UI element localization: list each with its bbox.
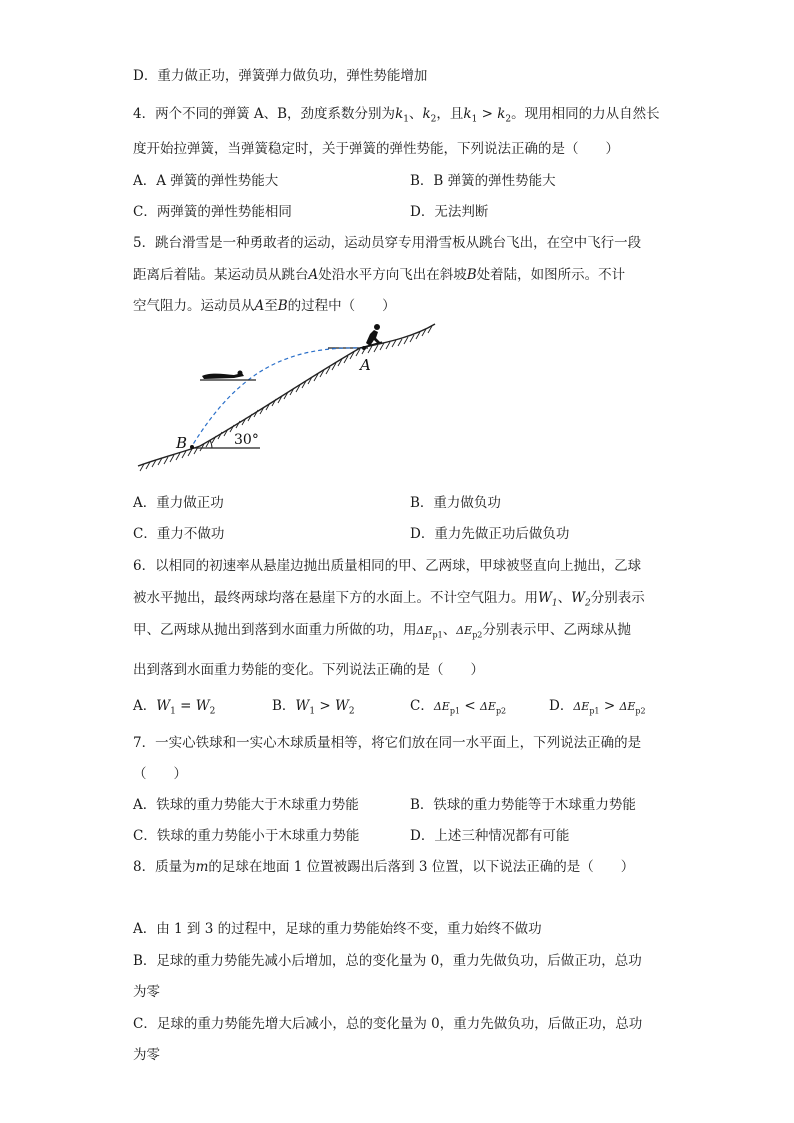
trajectory-dashed — [192, 348, 364, 446]
q4-k1: k — [395, 106, 404, 122]
q5-point-a: A — [308, 267, 319, 283]
q5-stem-line3 — [133, 297, 396, 315]
q6-option-d — [549, 697, 646, 721]
q7-stem-line1: 7．一实心铁球和一实心木球质量相等，将它们放在同一水平面上，下列说法正确的是 — [133, 735, 642, 751]
q6-option-a-label: A． — [133, 698, 157, 714]
q6-w2-sub: 2 — [585, 598, 591, 609]
q6-line2-text: 被水平抛出，最终两球均落在悬崖下方的水面上。不计空气阻力。用 — [133, 590, 538, 606]
q6-w2: W — [571, 590, 586, 606]
label-angle: 30° — [234, 432, 259, 448]
q3-option-d: D．重力做正功，弹簧弹力做负功，弹性势能增加 — [133, 68, 428, 84]
q6-option-a — [133, 697, 215, 721]
q6-b-w1: W — [295, 698, 310, 714]
q6-delta-ep1: ΔE — [416, 624, 433, 637]
q4-k2-compare: k — [497, 106, 506, 122]
q6-d-ep2: ΔE — [619, 700, 636, 713]
q6-stem-line1: 6．以相同的初速率从悬崖边抛出质量相同的甲、乙两球，甲球被竖直向上抛出，乙球 — [133, 558, 642, 574]
q7-stem-line2: （ ） — [133, 766, 187, 782]
q4-option-c: C．两弹簧的弹性势能相同 — [133, 204, 292, 220]
q5-line3-pre: 空气阻力。运动员从 — [133, 298, 255, 314]
q6-b-gt: > — [315, 698, 335, 714]
q6-a-w2: W — [195, 698, 210, 714]
q6-d-gt: > — [599, 698, 620, 714]
q6-a-w1-sub: 1 — [170, 706, 176, 717]
q4-stem-line2: 度开始拉弹簧，当弹簧稳定时，关于弹簧的弹性势能，下列说法正确的是（ ） — [133, 141, 619, 157]
q4-k2-compare-sub: 2 — [505, 114, 512, 125]
q6-b-w2-sub: 2 — [348, 706, 355, 717]
q5-option-a: A．重力做正功 — [133, 495, 224, 511]
q6-option-b-label: B． — [272, 698, 296, 714]
q6-c-ep2-sub: p2 — [495, 706, 507, 716]
q5-line3-point-b: B — [277, 298, 288, 314]
q8-stem-post: 的足球在地面 1 位置被踢出后落到 3 位置，以下说法正确的是（ ） — [208, 859, 635, 875]
q8-stem — [133, 858, 634, 876]
q6-delta-ep1-sub: p1 — [432, 630, 443, 640]
q5-point-b: B — [466, 267, 477, 283]
q8-option-b-line1: B．足球的重力势能先减小后增加，总的变化量为 0，重力先做负功，后做正功，总功 — [133, 953, 642, 969]
q5-line3-point-a: A — [254, 298, 265, 314]
label-a: A — [360, 356, 371, 374]
point-a-marker — [362, 346, 366, 350]
q6-c-ep1-sub: p1 — [449, 706, 461, 716]
q4-k1-compare-sub: 1 — [471, 114, 478, 125]
angle-arc — [210, 440, 212, 448]
q5-line2-post: 处着陆，如图所示。不计 — [476, 267, 626, 283]
q8-option-c-line1: C．足球的重力势能先增大后减小，总的变化量为 0，重力先做负功，后做正功，总功 — [133, 1016, 643, 1032]
q4-stem-line1 — [133, 105, 660, 129]
q4-option-a: A．A 弹簧的弹性势能大 — [133, 173, 279, 189]
q5-option-d: D．重力先做正功后做负功 — [410, 526, 570, 542]
q6-w1: W — [538, 590, 552, 606]
q6-b-w2: W — [334, 698, 349, 714]
q4-k2: k — [422, 106, 431, 122]
q4-k2-sub: 2 — [430, 114, 437, 125]
q4-and: ，且 — [436, 106, 464, 122]
q4-stem-text: 4．两个不同的弹簧 A、B，劲度系数分别为 — [133, 106, 396, 122]
q7-option-d: D．上述三种情况都有可能 — [410, 828, 570, 844]
point-b-marker — [190, 445, 194, 449]
q6-a-w2-sub: 2 — [209, 706, 216, 717]
q6-d-ep1-sub: p1 — [589, 706, 600, 716]
q8-option-a: A．由 1 到 3 的过程中，足球的重力势能始终不变，重力始终不做功 — [133, 921, 542, 937]
q6-delta-ep2-sub: p2 — [472, 630, 483, 640]
q6-c-lt: < — [460, 698, 480, 714]
q4-option-d: D．无法判断 — [410, 204, 489, 220]
q7-option-c: C．铁球的重力势能小于木球重力势能 — [133, 828, 360, 844]
ski-jump-figure — [130, 318, 450, 478]
q6-option-d-label: D． — [549, 698, 574, 714]
q6-d-ep2-sub: p2 — [635, 706, 646, 716]
q4-k1-compare: k — [463, 106, 472, 122]
q4-greater-than: > — [477, 106, 498, 122]
q6-c-ep1: ΔE — [433, 700, 450, 713]
q5-line2-mid: 处沿水平方向飞出在斜坡 — [318, 267, 467, 283]
q6-delta-ep2: ΔE — [456, 624, 473, 637]
q5-stem-line2 — [133, 266, 625, 284]
q6-a-eq: = — [175, 698, 196, 714]
q8-stem-pre: 8．质量为 — [133, 859, 196, 875]
label-b: B — [176, 434, 188, 452]
q6-c-ep2: ΔE — [479, 700, 496, 713]
q6-a-w1: W — [156, 698, 171, 714]
q6-stem-line3: 甲、乙两球从抛出到落到水面重力所做的功，用$\Delta E_{p1}$、$\Delta E_{p2}$分别表示甲、乙两球从抛 — [133, 622, 631, 640]
q6-line3-post: 分别表示甲、乙两球从抛 — [482, 622, 631, 638]
q5-option-b: B．重力做负功 — [410, 495, 501, 511]
flying-skier-icon — [200, 371, 256, 381]
q5-line3-mid: 至 — [264, 298, 278, 314]
q5-line3-post: 的过程中（ ） — [287, 298, 396, 314]
q5-line2-pre: 距离后着陆。某运动员从跳台 — [133, 267, 309, 283]
q8-option-c-line2: 为零 — [133, 1047, 160, 1063]
q6-d-ep1: ΔE — [573, 700, 590, 713]
q6-line3-pre: 甲、乙两球从抛出到落到水面重力所做的功，用 — [133, 622, 417, 638]
q7-option-a: A．铁球的重力势能大于木球重力势能 — [133, 797, 359, 813]
q4-separator: 、 — [408, 106, 423, 122]
q5-stem-line1: 5．跳台滑雪是一种勇敢者的运动，运动员穿专用滑雪板从跳台飞出，在空中飞行一段 — [133, 235, 642, 251]
q6-b-w1-sub: 1 — [309, 706, 316, 717]
q8-mass-m: m — [195, 859, 209, 875]
q8-option-b-line2: 为零 — [133, 984, 160, 1000]
q6-w1-sub: 1 — [551, 598, 558, 609]
q6-line2-post: 分别表示 — [590, 590, 645, 606]
q4-option-b: B．B 弹簧的弹性势能大 — [410, 173, 556, 189]
q6-stem-line4: 出到落到水面重力势能的变化。下列说法正确的是（ ） — [133, 662, 484, 678]
q6-option-c — [410, 697, 506, 721]
q6-option-b — [272, 697, 355, 721]
q6-option-c-label: C． — [410, 698, 434, 714]
q5-option-c: C．重力不做功 — [133, 526, 225, 542]
q4-k1-sub: 1 — [403, 114, 409, 125]
q7-option-b: B．铁球的重力势能等于木球重力势能 — [410, 797, 636, 813]
q6-stem-line2: 被水平抛出，最终两球均落在悬崖下方的水面上。不计空气阻力。用$W_1$、$W_2$分别表示 — [133, 590, 645, 609]
q4-stem-text-end: 。现用相同的力从自然长 — [511, 106, 660, 122]
